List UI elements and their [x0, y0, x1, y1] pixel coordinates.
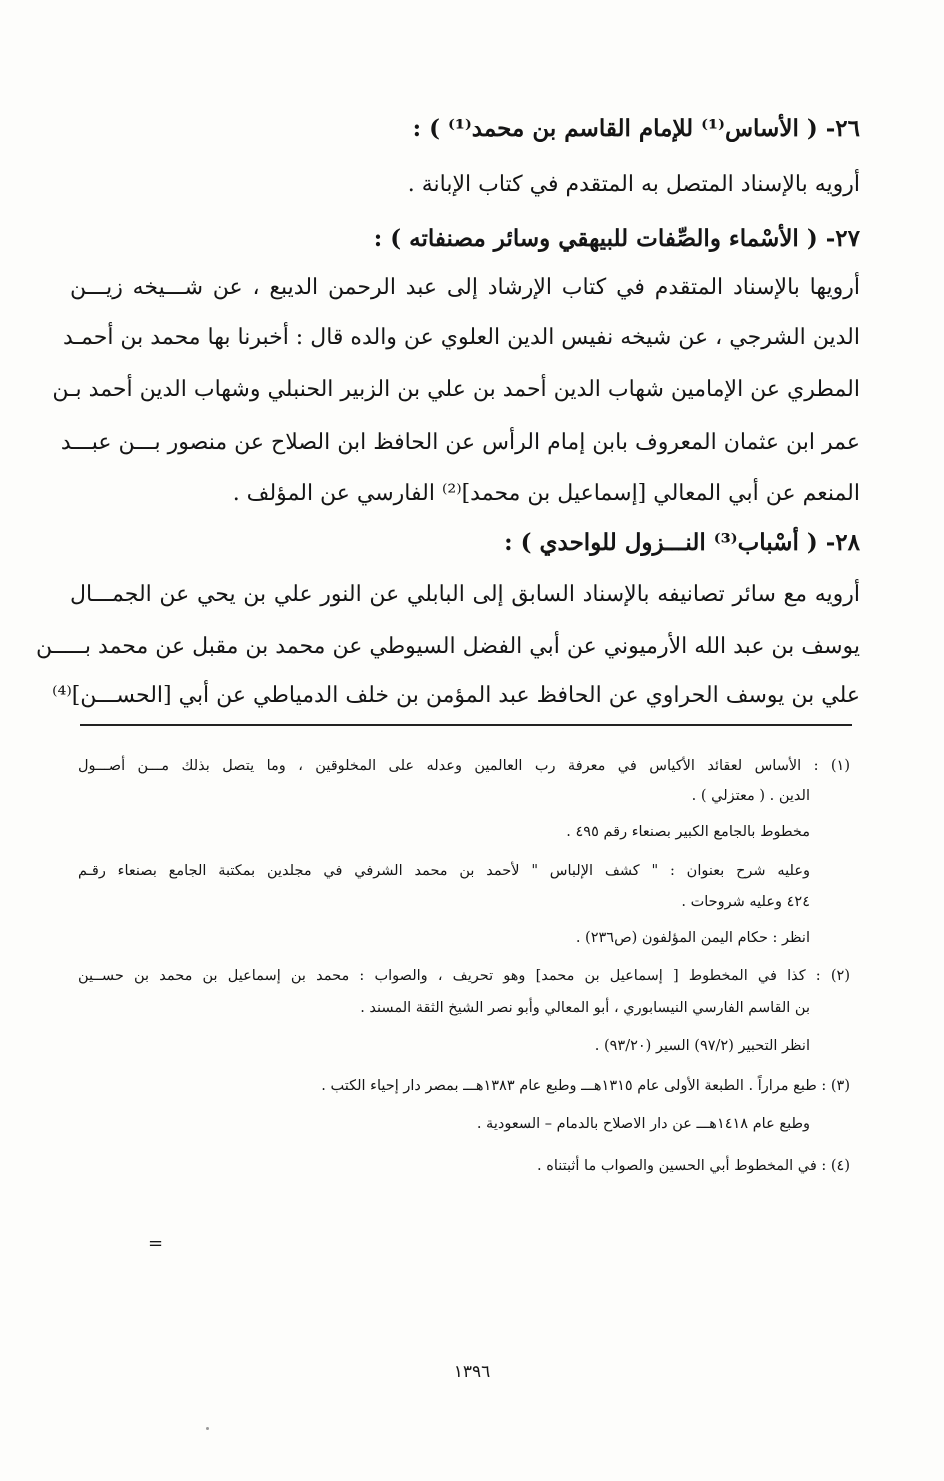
entry-28-line: يوسف بن عبد الله الأرميوني عن أبي الفضل السيوطي عن محمد بن مقبل عن محمد بـــــن	[35, 634, 860, 659]
entry-28-line: علي بن يوسف الحراوي عن الحافظ عبد المؤمن بن خلف الدمياطي عن أبي [الحســـن]⁽⁴⁾	[52, 683, 860, 708]
entry-28-line: أرويه مع سائر تصانيفه بالإسناد السابق إلى البابلي عن النور علي بن يحي عن الجمـــال	[70, 582, 860, 607]
footnote-1-line: انظر : حكام اليمن المؤلفون (ص٢٣٦) .	[575, 930, 810, 946]
entry-27-line: الدين الشرجي ، عن شيخه نفيس الدين العلوي عن والده قال : أخبرنا بها محمد بن أحمـد	[63, 325, 860, 350]
entry-27-heading: ٢٧- ( الأسْماء والصِّفات للبيهقي وسائر مصنفاته ) :	[373, 225, 860, 252]
entry-27-line: المنعم عن أبي المعالي [إسماعيل بن محمد]⁽²⁾ الفارسي عن المؤلف .	[232, 481, 860, 506]
footnote-4-line: (٤) : في المخطوط أبي الحسين والصواب ما أثبتناه .	[537, 1158, 850, 1174]
footnote-separator-rule	[80, 724, 852, 726]
page-number: ١٣٩٦	[453, 1362, 491, 1382]
footnote-1-line: مخطوط بالجامع الكبير بصنعاء رقم ٤٩٥ .	[566, 824, 810, 840]
footnote-1-line: ٤٢٤ وعليه شروحات .	[681, 894, 810, 910]
footnote-3-line: وطبع عام ١٤١٨هـــ عن دار الاصلاح بالدمام – السعودية .	[476, 1116, 810, 1132]
entry-28-heading: ٢٨- ( أسْباب⁽³⁾ النـــزول للواحدي ) :	[504, 529, 860, 556]
footnote-2-line: بن القاسم الفارسي النيسابوري ، أبو المعالي وأبو نصر الشيخ الثقة المسند .	[360, 1000, 810, 1016]
footnote-1-line: الدين . ( معتزلي ) .	[691, 788, 810, 804]
footnote-1-line: وعليه شرح بعنوان : " كشف الإلباس " لأحمد بن محمد الشرفي في مجلدين بمكتبة الجامع بصنعاء رقـم	[78, 863, 810, 879]
footnote-1-line: (١) : الأساس لعقائد الأكياس في معرفة رب العالمين وعدله على المخلوقين ، وما يتصل بذلك مـــن أصـــول	[78, 758, 850, 774]
entry-26-text: أرويه بالإسناد المتصل به المتقدم في كتاب الإبانة .	[407, 172, 860, 197]
entry-26-heading: ٢٦- ( الأساس⁽¹⁾ للإمام القاسم بن محمد⁽¹⁾ ) :	[412, 115, 860, 142]
footnote-2-line: (٢) : كذا في المخطوط [ إسماعيل بن محمد] وهو تحريف ، والصواب : محمد بن إسماعيل بن محمد بن حســين	[78, 968, 850, 984]
continuation-mark: =	[148, 1233, 164, 1254]
footnote-2-line: انظر التحبير (٩٧/٢) السير (٩٣/٢٠) .	[594, 1038, 810, 1054]
entry-27-line: أرويها بالإسناد المتقدم في كتاب الإرشاد إلى عبد الرحمن الديبع ، عن شـــيخه زيـــن	[70, 275, 860, 300]
entry-27-line: المطري عن الإمامين شهاب الدين أحمد بن علي بن الزبير الحنبلي وشهاب الدين أحمد بـن	[52, 377, 860, 402]
footnote-3-line: (٣) : طبع مراراً . الطبعة الأولى عام ١٣١٥هـــ وطبع عام ١٣٨٣هـــ بمصر دار إحياء الكتب .	[321, 1078, 850, 1094]
entry-27-line: عمر ابن عثمان المعروف بابن إمام الرأس عن الحافظ ابن الصلاح عن منصور بـــن عبـــد	[60, 430, 860, 455]
scan-speck	[206, 1427, 209, 1430]
